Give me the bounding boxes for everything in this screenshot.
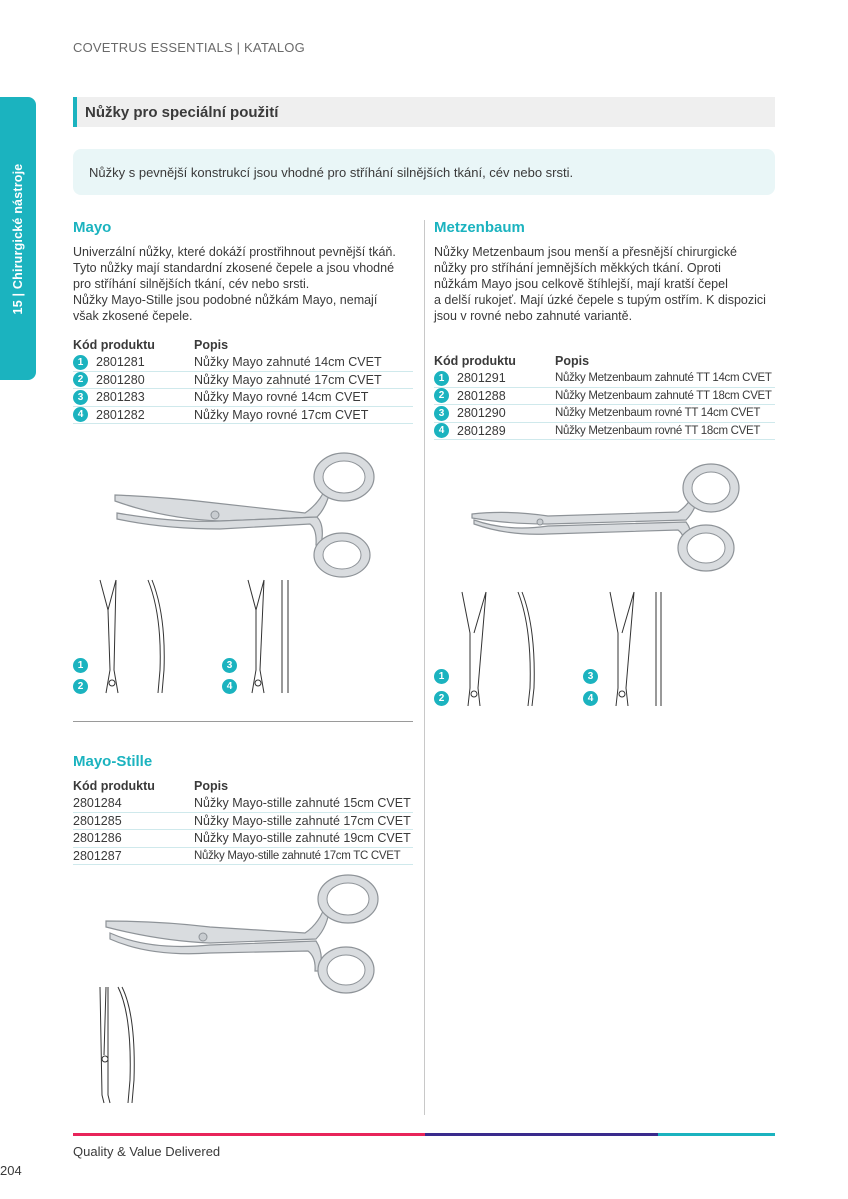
figure-badge: 4 bbox=[583, 691, 598, 706]
product-description: Nůžky Mayo rovné 14cm CVET bbox=[194, 390, 369, 405]
number-badge: 1 bbox=[73, 355, 88, 370]
table-row bbox=[434, 405, 775, 423]
product-description: Nůžky Mayo-stille zahnuté 19cm CVET bbox=[194, 831, 411, 846]
intro-box bbox=[73, 149, 775, 195]
metzenbaum-desc-line: Nůžky Metzenbaum jsou menší a přesnější chirurgické bbox=[434, 245, 737, 259]
product-description: Nůžky Mayo zahnuté 14cm CVET bbox=[194, 355, 382, 370]
number-badge: 2 bbox=[73, 372, 88, 387]
number-badge: 4 bbox=[434, 423, 449, 438]
metzenbaum-desc-line: a delší rukojeť. Mají úzké čepele s tupým ostřím. K dispozici bbox=[434, 293, 766, 307]
figure-badge: 1 bbox=[73, 658, 88, 673]
table-header bbox=[73, 336, 413, 354]
mayo-scissors-image bbox=[105, 445, 385, 580]
table-row bbox=[73, 813, 413, 831]
metzenbaum-product-table bbox=[434, 352, 775, 440]
col-desc-header: Popis bbox=[194, 779, 229, 793]
table-row bbox=[73, 830, 413, 848]
product-code: 2801291 bbox=[457, 371, 506, 386]
table-row bbox=[434, 423, 775, 441]
product-description: Nůžky Metzenbaum rovné TT 18cm CVET bbox=[555, 424, 761, 437]
mayo-desc-line: Tyto nůžky mají standardní zkosené čepele a jsou vhodné bbox=[73, 261, 395, 275]
table-row bbox=[73, 354, 413, 372]
mayo-description bbox=[73, 244, 396, 324]
product-description: Nůžky Metzenbaum zahnuté TT 18cm CVET bbox=[555, 389, 772, 402]
product-code: 2801280 bbox=[96, 372, 145, 387]
product-code: 2801288 bbox=[457, 388, 506, 403]
col-desc-header: Popis bbox=[555, 354, 590, 368]
footer-line-pink bbox=[73, 1133, 425, 1136]
table-row bbox=[73, 407, 413, 425]
metzenbaum-desc-line: nůžky pro stříhání jemnějších měkkých tkání. Oproti bbox=[434, 261, 721, 275]
catalog-header: COVETRUS ESSENTIALS | KATALOG bbox=[73, 40, 305, 55]
table-header bbox=[73, 777, 413, 795]
number-badge: 2 bbox=[434, 388, 449, 403]
table-row bbox=[434, 388, 775, 406]
mayo-stille-scissors-image bbox=[100, 873, 385, 1003]
mayo-desc-line: Nůžky Mayo-Stille jsou podobné nůžkám Mayo, nemají bbox=[73, 293, 378, 307]
product-code: 2801284 bbox=[73, 796, 122, 811]
col-code-header: Kód produktu bbox=[73, 338, 155, 352]
product-description: Nůžky Mayo rovné 17cm CVET bbox=[194, 407, 369, 422]
table-row bbox=[434, 370, 775, 388]
product-description: Nůžky Mayo-stille zahnuté 17cm CVET bbox=[194, 813, 411, 828]
metzenbaum-desc-line: jsou v rovné nebo zahnuté variantě. bbox=[434, 309, 633, 323]
footer-line-purple bbox=[425, 1133, 658, 1136]
product-code: 2801287 bbox=[73, 848, 122, 863]
mayo-desc-line: pro stříhání silnějších tkání, cév nebo srsti. bbox=[73, 277, 310, 291]
section-title-bar bbox=[73, 97, 775, 127]
figure-badge: 3 bbox=[583, 669, 598, 684]
chapter-label: 15 | Chirurgické nástroje bbox=[11, 163, 25, 314]
mayo-line-drawings bbox=[96, 575, 296, 695]
product-description: Nůžky Metzenbaum zahnuté TT 14cm CVET bbox=[555, 372, 772, 385]
product-description: Nůžky Metzenbaum rovné TT 14cm CVET bbox=[555, 407, 761, 420]
mayo-desc-line: Univerzální nůžky, které dokáží prostřihnout pevnější tkáň. bbox=[73, 245, 396, 259]
col-desc-header: Popis bbox=[194, 338, 229, 352]
number-badge: 3 bbox=[434, 406, 449, 421]
mayo-desc-line: však zkosené čepele. bbox=[73, 309, 193, 323]
product-code: 2801282 bbox=[96, 407, 145, 422]
chapter-side-tab bbox=[0, 97, 36, 380]
metzenbaum-title: Metzenbaum bbox=[434, 219, 525, 236]
figure-badge: 1 bbox=[434, 669, 449, 684]
footer-line-teal bbox=[658, 1133, 775, 1136]
product-code: 2801286 bbox=[73, 831, 122, 846]
section-title: Nůžky pro speciální použití bbox=[85, 104, 279, 121]
table-row bbox=[73, 389, 413, 407]
column-divider bbox=[424, 220, 425, 1115]
table-row bbox=[73, 795, 413, 813]
figure-badge: 3 bbox=[222, 658, 237, 673]
number-badge: 3 bbox=[73, 390, 88, 405]
product-description: Nůžky Mayo-stille zahnuté 15cm CVET bbox=[194, 796, 411, 811]
footer-tagline: Quality & Value Delivered bbox=[73, 1144, 221, 1159]
figure-badge: 2 bbox=[73, 679, 88, 694]
metzenbaum-description bbox=[434, 244, 766, 324]
product-code: 2801289 bbox=[457, 423, 506, 438]
figure-badge: 4 bbox=[222, 679, 237, 694]
mayo-title: Mayo bbox=[73, 219, 112, 236]
metzenbaum-line-drawings bbox=[456, 588, 666, 708]
product-code: 2801285 bbox=[73, 813, 122, 828]
figure-badge: 2 bbox=[434, 691, 449, 706]
mayo-product-table bbox=[73, 336, 413, 424]
mayo-stille-title: Mayo-Stille bbox=[73, 753, 153, 770]
product-code: 2801290 bbox=[457, 406, 506, 421]
product-code: 2801281 bbox=[96, 355, 145, 370]
page-number: 204 bbox=[0, 1163, 22, 1178]
metzenbaum-scissors-image bbox=[468, 460, 748, 575]
mayo-stille-line-drawing bbox=[96, 985, 146, 1105]
col-code-header: Kód produktu bbox=[73, 779, 155, 793]
mayo-stille-product-table bbox=[73, 777, 413, 865]
product-description: Nůžky Mayo-stille zahnuté 17cm TC CVET bbox=[194, 849, 401, 862]
table-header bbox=[434, 352, 775, 370]
number-badge: 1 bbox=[434, 371, 449, 386]
table-row bbox=[73, 848, 413, 866]
product-code: 2801283 bbox=[96, 390, 145, 405]
product-description: Nůžky Mayo zahnuté 17cm CVET bbox=[194, 372, 382, 387]
number-badge: 4 bbox=[73, 407, 88, 422]
section-divider bbox=[73, 721, 413, 722]
metzenbaum-desc-line: nůžkám Mayo jsou celkově štíhlejší, mají kratší čepel bbox=[434, 277, 728, 291]
intro-text: Nůžky s pevnější konstrukcí jsou vhodné pro stříhání silnějších tkání, cév nebo srsti. bbox=[89, 165, 574, 180]
table-row bbox=[73, 372, 413, 390]
col-code-header: Kód produktu bbox=[434, 354, 516, 368]
